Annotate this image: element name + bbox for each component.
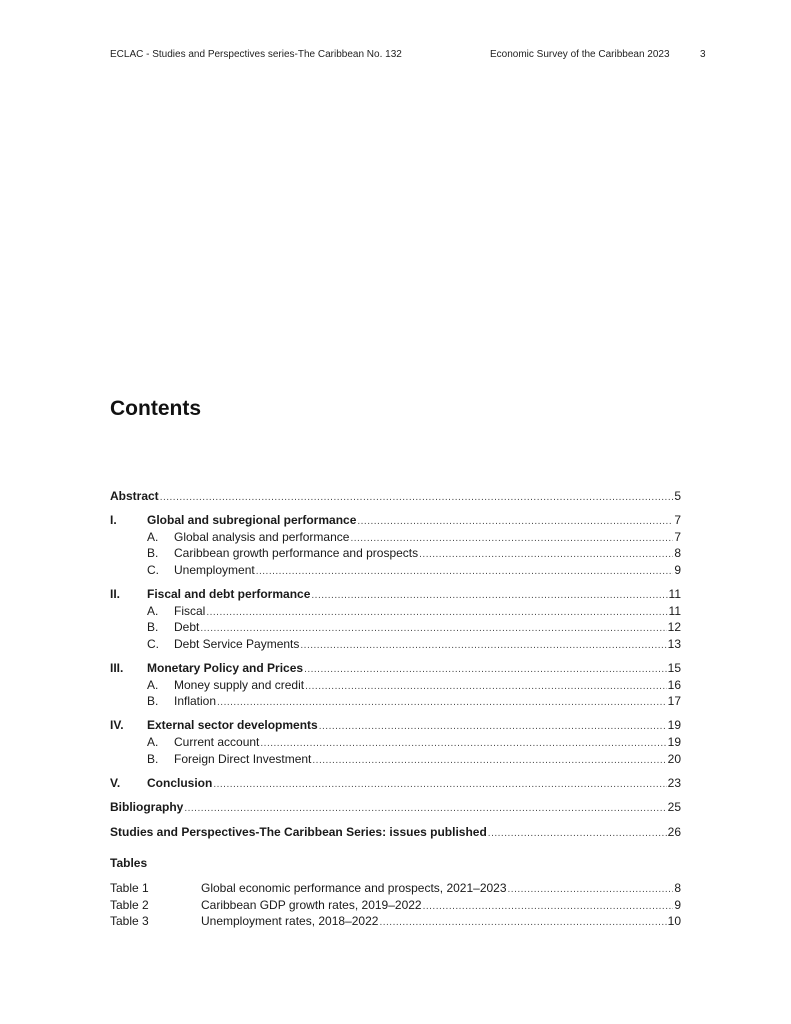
toc-label: Fiscal xyxy=(174,604,206,618)
dot-leader xyxy=(184,799,666,817)
dot-leader xyxy=(256,562,674,580)
toc-number: Table 1 xyxy=(110,881,149,895)
toc-page: 7 xyxy=(674,513,681,527)
toc-number: B. xyxy=(147,620,159,634)
dot-leader xyxy=(217,693,667,711)
toc-label: Inflation xyxy=(174,694,217,708)
toc-label: Debt xyxy=(174,620,200,634)
toc-entry-bibliography[interactable] xyxy=(110,799,681,815)
toc-label: Studies and Perspectives-The Caribbean Series: issues published xyxy=(110,825,487,839)
toc-page: 5 xyxy=(674,489,681,503)
toc-number: A. xyxy=(147,735,159,749)
toc-number: B. xyxy=(147,546,159,560)
toc-label: Unemployment xyxy=(174,563,255,577)
toc-label: Monetary Policy and Prices xyxy=(147,661,304,675)
toc-number: IV. xyxy=(110,718,124,732)
toc-entry-1a[interactable] xyxy=(110,529,681,545)
toc-label: Bibliography xyxy=(110,800,184,814)
toc-label: Current account xyxy=(174,735,260,749)
dot-leader xyxy=(311,586,667,604)
toc-entry-table-1[interactable] xyxy=(110,880,681,896)
toc-page: 15 xyxy=(667,661,681,675)
dot-leader xyxy=(304,660,667,678)
header-series-title: ECLAC - Studies and Perspectives series-The Caribbean No. 132 xyxy=(110,49,402,60)
header-document-title: Economic Survey of the Caribbean 2023 xyxy=(490,49,670,60)
toc-entry-chapter-2[interactable] xyxy=(110,586,681,602)
toc-label: Money supply and credit xyxy=(174,678,305,692)
toc-label: External sector developments xyxy=(147,718,318,732)
toc-page: 12 xyxy=(667,620,681,634)
toc-label: Global economic performance and prospects, 2021–2023 xyxy=(201,881,507,895)
toc-number: II. xyxy=(110,587,121,601)
dot-leader xyxy=(508,880,674,898)
toc-page: 17 xyxy=(667,694,681,708)
toc-number: III. xyxy=(110,661,124,675)
toc-page: 8 xyxy=(674,881,681,895)
toc-number: A. xyxy=(147,604,159,618)
toc-entry-2c[interactable] xyxy=(110,636,681,652)
header-page-number: 3 xyxy=(700,49,706,60)
toc-page: 9 xyxy=(674,563,681,577)
toc-label: Unemployment rates, 2018–2022 xyxy=(201,914,379,928)
toc-number: B. xyxy=(147,694,159,708)
toc-page: 26 xyxy=(667,825,681,839)
dot-leader xyxy=(213,775,666,793)
toc-entry-3b[interactable] xyxy=(110,693,681,709)
toc-entry-table-3[interactable] xyxy=(110,913,681,929)
dot-leader xyxy=(419,545,673,563)
toc-entry-abstract[interactable] xyxy=(110,488,681,504)
toc-number: A. xyxy=(147,678,159,692)
toc-number: B. xyxy=(147,752,159,766)
toc-page: 8 xyxy=(674,546,681,560)
toc-page: 16 xyxy=(667,678,681,692)
dot-leader xyxy=(260,734,666,752)
toc-page: 23 xyxy=(667,776,681,790)
toc-label: Global analysis and performance xyxy=(174,530,350,544)
dot-leader xyxy=(312,751,666,769)
page-header xyxy=(110,49,710,63)
dot-leader xyxy=(488,824,667,842)
toc-number: V. xyxy=(110,776,121,790)
toc-entry-chapter-3[interactable] xyxy=(110,660,681,676)
toc-page: 11 xyxy=(668,587,681,601)
toc-entry-chapter-1[interactable] xyxy=(110,512,681,528)
toc-page: 10 xyxy=(667,914,681,928)
toc-entry-3a[interactable] xyxy=(110,677,681,693)
toc-label: Debt Service Payments xyxy=(174,637,300,651)
dot-leader xyxy=(300,636,666,654)
dot-leader xyxy=(160,488,674,506)
toc-label: Fiscal and debt performance xyxy=(147,587,311,601)
toc-entry-4a[interactable] xyxy=(110,734,681,750)
dot-leader xyxy=(200,619,666,637)
toc-page: 13 xyxy=(667,637,681,651)
toc-entry-2b[interactable] xyxy=(110,619,681,635)
toc-number: A. xyxy=(147,530,159,544)
toc-number: Table 2 xyxy=(110,898,149,912)
toc-entry-4b[interactable] xyxy=(110,751,681,767)
toc-label: Foreign Direct Investment xyxy=(174,752,312,766)
toc-page: 9 xyxy=(674,898,681,912)
toc-entry-1b[interactable] xyxy=(110,545,681,561)
toc-entry-table-2[interactable] xyxy=(110,897,681,913)
toc-label: Conclusion xyxy=(147,776,213,790)
toc-entry-chapter-4[interactable] xyxy=(110,717,681,733)
dot-leader xyxy=(357,512,673,530)
toc-label: Abstract xyxy=(110,489,159,503)
page-title: Contents xyxy=(110,397,201,420)
toc-label: Caribbean GDP growth rates, 2019–2022 xyxy=(201,898,422,912)
toc-number: C. xyxy=(147,563,159,577)
toc-page: 25 xyxy=(667,800,681,814)
toc-number: I. xyxy=(110,513,117,527)
toc-number: C. xyxy=(147,637,159,651)
toc-entry-chapter-5[interactable] xyxy=(110,775,681,791)
toc-page: 19 xyxy=(667,735,681,749)
dot-leader xyxy=(319,717,667,735)
toc-page: 11 xyxy=(668,604,681,618)
toc-entry-2a[interactable] xyxy=(110,603,681,619)
dot-leader xyxy=(379,913,666,931)
tables-heading: Tables xyxy=(110,856,148,870)
toc-number: Table 3 xyxy=(110,914,149,928)
toc-page: 7 xyxy=(674,530,681,544)
toc-label: Global and subregional performance xyxy=(147,513,357,527)
toc-page: 20 xyxy=(667,752,681,766)
toc-page: 19 xyxy=(667,718,681,732)
toc-entry-1c[interactable] xyxy=(110,562,681,578)
toc-label: Caribbean growth performance and prospects xyxy=(174,546,419,560)
toc-entry-series[interactable] xyxy=(110,824,681,840)
